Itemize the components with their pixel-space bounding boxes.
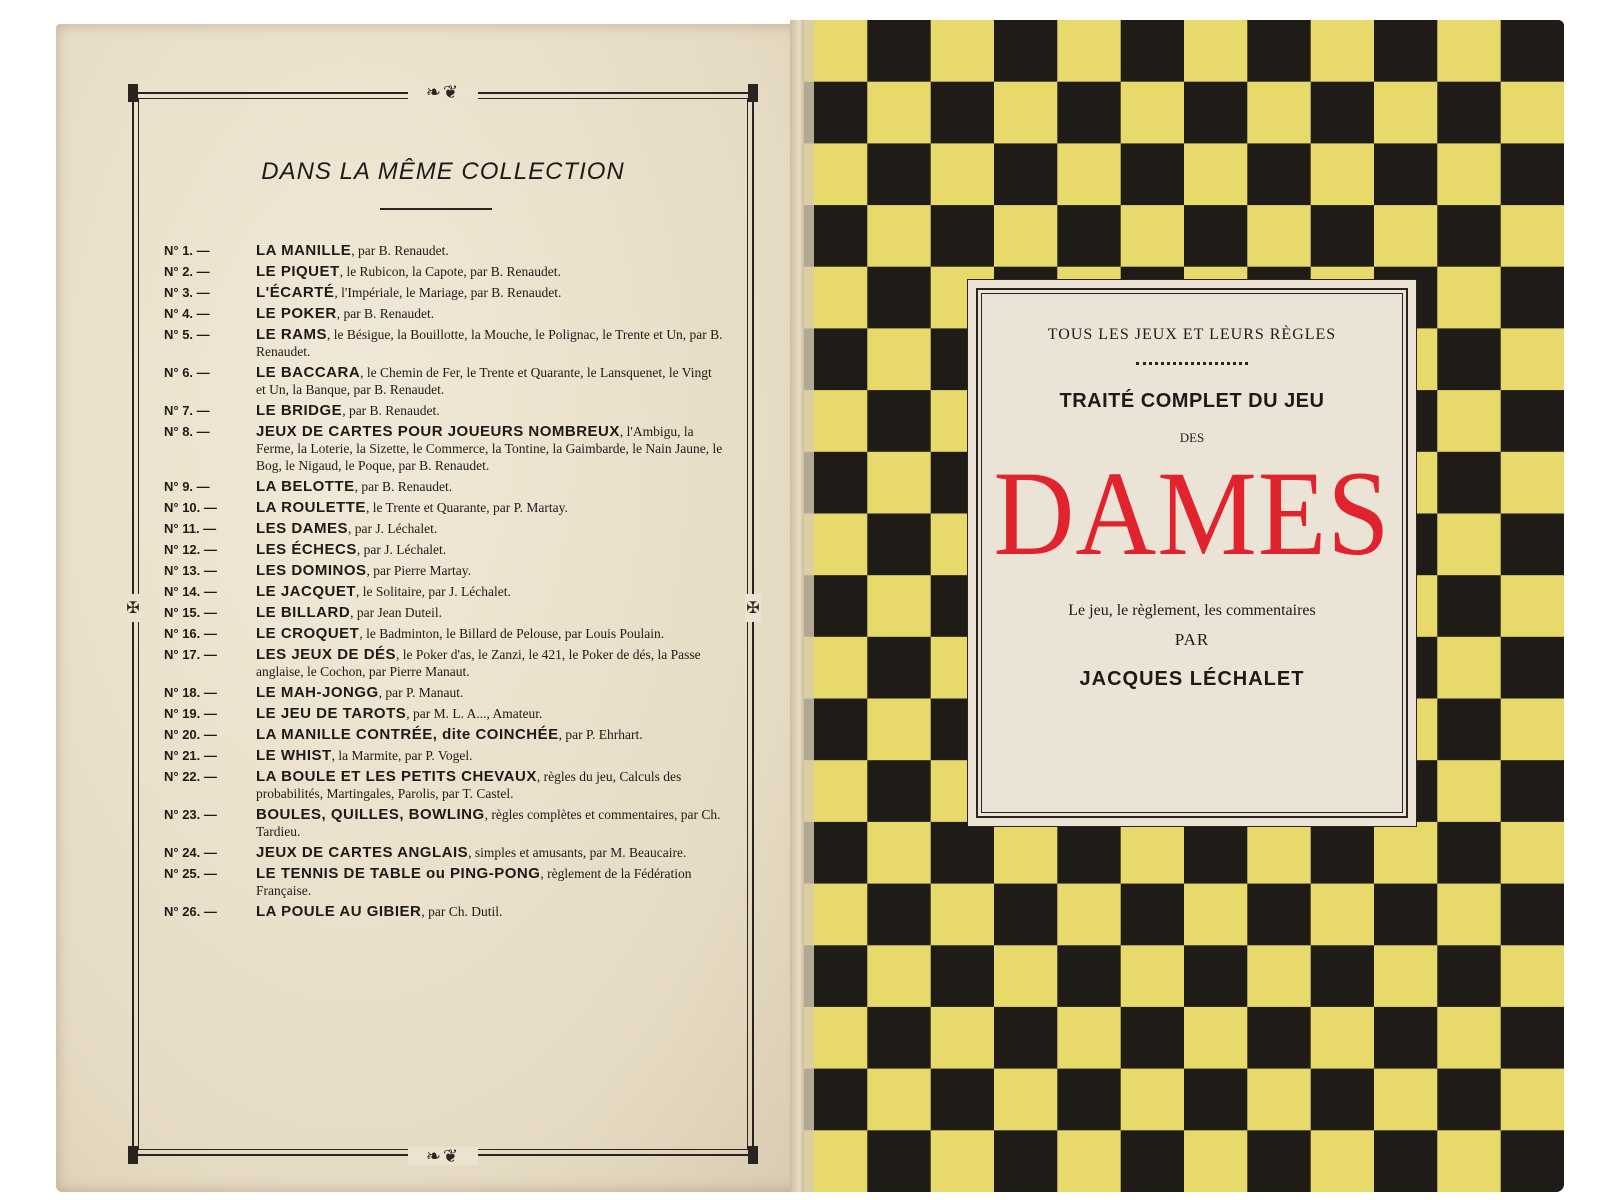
catalog-entry — [164, 705, 724, 722]
entry-title: LE JACQUET — [256, 583, 357, 600]
checker-square — [1437, 1007, 1501, 1069]
checker-square — [1437, 884, 1501, 946]
entry-text — [256, 263, 724, 280]
entry-description: , par P. Manaut. — [378, 685, 464, 700]
checker-square — [931, 20, 995, 82]
worn-spine-edge — [804, 20, 814, 1192]
checker-square — [1437, 575, 1501, 637]
checker-square — [1437, 328, 1501, 390]
checker-square — [1437, 514, 1501, 576]
entry-number: N° 19. — — [164, 706, 217, 721]
checker-square — [1501, 328, 1564, 390]
author-name: JACQUES LÉCHALET — [1079, 668, 1305, 690]
entry-text — [256, 684, 724, 701]
entry-title: L'ÉCARTÉ — [256, 284, 335, 301]
catalog-entry — [164, 865, 724, 899]
entry-description: , par B. Renaudet. — [354, 479, 453, 494]
checker-square — [1311, 20, 1375, 82]
entry-number: N° 17. — — [164, 647, 217, 662]
checker-square — [1374, 205, 1438, 267]
entry-text — [256, 646, 724, 680]
entry-number: N° 7. — — [164, 403, 210, 418]
checker-square — [1057, 945, 1121, 1007]
entry-number: N° 20. — — [164, 727, 217, 742]
entry-description: , la Marmite, par P. Vogel. — [331, 748, 473, 763]
catalog-entry — [164, 284, 724, 301]
checker-square — [867, 945, 931, 1007]
checker-square — [994, 884, 1058, 946]
entry-text — [256, 423, 724, 474]
entry-number: N° 1. — — [164, 243, 210, 258]
entry-number: N° 25. — — [164, 866, 217, 881]
checker-square — [1374, 945, 1438, 1007]
catalog-entry — [164, 604, 724, 621]
scroll-ornament-icon: ❧❦ — [408, 83, 478, 101]
checker-square — [1501, 884, 1564, 946]
entry-title: LE CROQUET — [256, 625, 360, 642]
catalog-entry — [164, 326, 724, 360]
book-main-title: DAMES — [993, 447, 1391, 581]
checker-square — [1374, 1069, 1438, 1131]
knot-ornament-icon: ✠ — [745, 594, 761, 622]
catalog-entry — [164, 478, 724, 495]
entry-description: , le Solitaire, par J. Léchalet. — [356, 584, 511, 599]
checker-square — [1057, 1007, 1121, 1069]
catalog-entry — [164, 726, 724, 743]
checker-square — [1184, 945, 1248, 1007]
entry-description: , l'Ambigu, la Ferme, la Loterie, la Sizette, le Commerce, la Tontine, la Gaimbarde, le Nain Jaune, le Bog, le Nigaud, le Poque, par B. Renaudet. — [256, 424, 723, 473]
checker-square — [1184, 82, 1248, 144]
catalog-entry — [164, 364, 724, 398]
entry-number: N° 15. — — [164, 605, 217, 620]
entry-title: LA BELOTTE — [256, 478, 355, 495]
front-cover-page — [804, 20, 1564, 1192]
entry-text — [256, 284, 724, 301]
checker-square — [994, 82, 1058, 144]
entry-description: , par B. Renaudet. — [336, 306, 435, 321]
catalog-entry — [164, 684, 724, 701]
checker-square — [1247, 945, 1311, 1007]
checker-square — [867, 514, 931, 576]
entry-title: BOULES, QUILLES, BOWLING — [256, 806, 485, 823]
entry-number: N° 11. — — [164, 521, 217, 536]
entry-description: , par P. Ehrhart. — [558, 727, 643, 742]
entry-text — [256, 625, 724, 642]
checker-square — [1501, 1069, 1564, 1131]
checker-square — [1247, 822, 1311, 884]
entry-text — [256, 499, 724, 516]
entry-description: , règles complètes et commentaires, par Ch. Tardieu. — [256, 807, 721, 839]
checker-square — [1184, 1007, 1248, 1069]
checker-square — [1501, 945, 1564, 1007]
checker-square — [1501, 143, 1564, 205]
checker-square — [1501, 1130, 1564, 1192]
entry-title: LES ÉCHECS — [256, 541, 357, 558]
entry-description: , le Rubicon, la Capote, par B. Renaudet. — [339, 264, 561, 279]
entry-text — [256, 747, 724, 764]
entry-title: LA BOULE ET LES PETITS CHEVAUX — [256, 768, 537, 785]
entry-description: , règlement de la Fédération Française. — [256, 866, 692, 898]
checker-square — [1184, 1130, 1248, 1192]
back-cover-page — [56, 24, 802, 1192]
series-name: TOUS LES JEUX ET LEURS RÈGLES — [1047, 326, 1337, 343]
checker-square — [1437, 82, 1501, 144]
entry-text — [256, 364, 724, 398]
checker-square — [1311, 82, 1375, 144]
entry-title: LA MANILLE — [256, 242, 352, 259]
entry-description: , par J. Léchalet. — [348, 521, 438, 536]
checker-square — [1247, 1130, 1311, 1192]
checker-square — [1184, 884, 1248, 946]
entry-description: , le Badminton, le Billard de Pelouse, par Louis Poulain. — [359, 626, 665, 641]
checker-square — [1501, 452, 1564, 514]
checker-square — [994, 1069, 1058, 1131]
checker-square — [1501, 1007, 1564, 1069]
catalog-entry — [164, 562, 724, 579]
entry-description: , le Trente et Quarante, par P. Martay. — [365, 500, 568, 515]
checker-square — [1057, 205, 1121, 267]
checker-square — [1437, 760, 1501, 822]
checker-square — [1121, 82, 1185, 144]
catalog-entry — [164, 844, 724, 861]
checker-square — [931, 1069, 995, 1131]
checker-square — [1121, 822, 1185, 884]
catalog-entry — [164, 646, 724, 680]
checker-square — [994, 20, 1058, 82]
checker-square — [1501, 514, 1564, 576]
checker-square — [867, 1007, 931, 1069]
checker-square — [867, 390, 931, 452]
entry-title: LE POKER — [256, 305, 337, 322]
checker-square — [994, 205, 1058, 267]
entry-description: , règles du jeu, Calculs des probabilités, Martingales, Parolis, par T. Castel. — [256, 769, 682, 801]
checker-square — [1374, 822, 1438, 884]
entry-title: LE JEU DE TAROTS — [256, 705, 407, 722]
checker-square — [1121, 20, 1185, 82]
checker-square — [1184, 143, 1248, 205]
entry-title: LA POULE AU GIBIER — [256, 903, 422, 920]
entry-description: , par Pierre Martay. — [366, 563, 471, 578]
checker-square — [1437, 822, 1501, 884]
entry-number: N° 2. — — [164, 264, 210, 279]
catalog-entry — [164, 305, 724, 322]
checker-square — [1057, 20, 1121, 82]
entry-description: , par Ch. Dutil. — [421, 904, 503, 919]
checker-square — [931, 143, 995, 205]
checker-square — [1374, 1130, 1438, 1192]
des-word: DES — [1179, 430, 1205, 445]
catalog-entry — [164, 583, 724, 600]
checker-square — [1121, 884, 1185, 946]
entry-description: , le Bésigue, la Bouillotte, la Mouche, le Polignac, le Trente et Un, par B. Renaudet. — [256, 327, 723, 359]
entry-number: N° 9. — — [164, 479, 210, 494]
checker-square — [1374, 884, 1438, 946]
checker-square — [1501, 82, 1564, 144]
checker-square — [1247, 143, 1311, 205]
checker-square — [994, 945, 1058, 1007]
title-label-panel — [968, 280, 1416, 826]
checker-square — [994, 1007, 1058, 1069]
checker-square — [1374, 1007, 1438, 1069]
entry-text — [256, 326, 724, 360]
checker-square — [931, 1007, 995, 1069]
entry-text — [256, 844, 724, 861]
checker-square — [867, 20, 931, 82]
checker-square — [1437, 20, 1501, 82]
checker-square — [867, 143, 931, 205]
catalog-entry — [164, 402, 724, 419]
checker-square — [867, 884, 931, 946]
entry-title: JEUX DE CARTES POUR JOUEURS NOMBREUX — [256, 423, 620, 440]
entry-description: , le Chemin de Fer, le Trente et Quarante, le Lansquenet, le Vingt et Un, la Banque, par B. Renaudet. — [256, 365, 712, 397]
checker-square — [1437, 143, 1501, 205]
entry-text — [256, 402, 724, 419]
collection-catalog-list — [164, 242, 724, 924]
checker-square — [1121, 945, 1185, 1007]
checker-square — [931, 884, 995, 946]
checker-square — [1247, 1069, 1311, 1131]
catalog-entry — [164, 423, 724, 474]
checker-square — [994, 143, 1058, 205]
checker-square — [867, 452, 931, 514]
checker-square — [1184, 1069, 1248, 1131]
entry-number: N° 4. — — [164, 306, 210, 321]
heading-divider — [380, 208, 492, 210]
checker-square — [1437, 945, 1501, 1007]
checker-square — [1501, 637, 1564, 699]
entry-text — [256, 520, 724, 537]
catalog-entry — [164, 499, 724, 516]
checker-square — [1057, 822, 1121, 884]
checker-square — [1374, 143, 1438, 205]
catalog-entry — [164, 263, 724, 280]
checker-square — [1247, 20, 1311, 82]
entry-number: N° 22. — — [164, 769, 217, 784]
checker-square — [867, 760, 931, 822]
checker-square — [1311, 1007, 1375, 1069]
checker-square — [1247, 82, 1311, 144]
entry-text — [256, 305, 724, 322]
checker-square — [1247, 884, 1311, 946]
entry-description: , par J. Léchalet. — [356, 542, 447, 557]
entry-text — [256, 903, 724, 920]
entry-description: , par B. Renaudet. — [351, 243, 449, 258]
entry-title: LES JEUX DE DÉS — [256, 646, 397, 663]
checker-square — [1311, 945, 1375, 1007]
checker-square — [931, 822, 995, 884]
checker-square — [867, 1130, 931, 1192]
catalog-entry — [164, 768, 724, 802]
checker-square — [867, 267, 931, 329]
checker-square — [1057, 1069, 1121, 1131]
collection-heading: DANS LA MÊME COLLECTION — [261, 158, 625, 185]
catalog-entry — [164, 541, 724, 558]
treatise-line: TRAITÉ COMPLET DU JEU — [1059, 390, 1325, 412]
entry-title: LE BACCARA — [256, 364, 361, 381]
entry-text — [256, 604, 724, 621]
checker-square — [1501, 822, 1564, 884]
checker-square — [867, 205, 931, 267]
checker-square — [1437, 205, 1501, 267]
entry-number: N° 24. — — [164, 845, 217, 860]
checker-square — [1437, 452, 1501, 514]
checker-square — [1501, 267, 1564, 329]
entry-description: , par Jean Duteil. — [350, 605, 443, 620]
entry-text — [256, 726, 724, 743]
checker-square — [867, 822, 931, 884]
entry-number: N° 16. — — [164, 626, 217, 641]
checker-square — [1121, 1007, 1185, 1069]
checker-square — [1374, 20, 1438, 82]
entry-text — [256, 865, 724, 899]
checker-square — [1121, 205, 1185, 267]
checker-square — [931, 945, 995, 1007]
decorative-frame — [126, 81, 760, 1166]
entry-number: N° 21. — — [164, 748, 217, 763]
checker-square — [1121, 143, 1185, 205]
entry-description: , par B. Renaudet. — [342, 403, 440, 418]
entry-text — [256, 478, 724, 495]
checker-square — [867, 1069, 931, 1131]
catalog-entry — [164, 625, 724, 642]
entry-text — [256, 242, 724, 259]
checker-square — [931, 205, 995, 267]
entry-text — [256, 541, 724, 558]
checker-square — [994, 822, 1058, 884]
entry-title: LE BRIDGE — [256, 402, 343, 419]
checker-square — [1501, 205, 1564, 267]
checker-square — [1311, 1069, 1375, 1131]
entry-title: JEUX DE CARTES ANGLAIS — [256, 844, 469, 861]
checker-square — [867, 82, 931, 144]
entry-title: LE WHIST — [256, 747, 332, 764]
checker-square — [867, 637, 931, 699]
entry-number: N° 14. — — [164, 584, 217, 599]
checker-square — [1437, 699, 1501, 761]
checker-square — [1501, 20, 1564, 82]
entry-text — [256, 583, 724, 600]
checker-square — [1121, 1130, 1185, 1192]
entry-number: N° 5. — — [164, 327, 210, 342]
checker-square — [1501, 760, 1564, 822]
entry-number: N° 8. — — [164, 424, 210, 439]
checker-square — [867, 699, 931, 761]
checker-square — [1311, 205, 1375, 267]
entry-number: N° 3. — — [164, 285, 210, 300]
entry-title: LE MAH-JONGG — [256, 684, 379, 701]
entry-title: LE BILLARD — [256, 604, 351, 621]
checker-square — [931, 82, 995, 144]
checker-square — [1184, 20, 1248, 82]
entry-number: N° 18. — — [164, 685, 217, 700]
entry-title: LA ROULETTE — [256, 499, 366, 516]
checker-square — [1501, 390, 1564, 452]
checker-square — [1247, 205, 1311, 267]
scroll-ornament-icon: ❧❦ — [408, 1147, 478, 1165]
entry-title: LES DOMINOS — [256, 562, 367, 579]
checker-square — [1121, 1069, 1185, 1131]
dotted-divider — [1136, 362, 1248, 365]
knot-ornament-icon: ✠ — [125, 594, 141, 622]
checker-square — [1184, 822, 1248, 884]
checker-square — [1057, 82, 1121, 144]
checker-square — [1311, 884, 1375, 946]
by-word: PAR — [1174, 630, 1210, 649]
checker-square — [994, 1130, 1058, 1192]
entry-text — [256, 768, 724, 802]
checker-square — [867, 328, 931, 390]
entry-title: LES DAMES — [256, 520, 349, 537]
catalog-entry — [164, 520, 724, 537]
entry-description: , le Poker d'as, le Zanzi, le 421, le Poker de dés, la Passe anglaise, le Cochon, par Pierre Manaut. — [256, 647, 701, 679]
checker-square — [931, 1130, 995, 1192]
catalog-entry — [164, 242, 724, 259]
catalog-entry — [164, 806, 724, 840]
checker-square — [1311, 822, 1375, 884]
entry-title: LE TENNIS DE TABLE ou PING-PONG — [256, 865, 541, 882]
checker-square — [1057, 143, 1121, 205]
checker-square — [1437, 1130, 1501, 1192]
entry-number: N° 23. — — [164, 807, 217, 822]
checker-square — [1437, 1069, 1501, 1131]
entry-number: N° 6. — — [164, 365, 210, 380]
checker-square — [1057, 1130, 1121, 1192]
checker-square — [1374, 82, 1438, 144]
checker-square — [1247, 1007, 1311, 1069]
entry-number: N° 10. — — [164, 500, 217, 515]
checker-square — [1437, 637, 1501, 699]
entry-text — [256, 705, 724, 722]
checker-square — [1311, 143, 1375, 205]
catalog-entry — [164, 903, 724, 920]
checker-square — [867, 575, 931, 637]
checker-square — [1437, 267, 1501, 329]
entry-title: LA MANILLE CONTRÉE, dite COINCHÉE — [256, 726, 559, 743]
entry-number: N° 13. — — [164, 563, 217, 578]
entry-text — [256, 806, 724, 840]
entry-description: , l'Impériale, le Mariage, par B. Renaudet. — [334, 285, 562, 300]
entry-number: N° 26. — — [164, 904, 217, 919]
checker-square — [1184, 205, 1248, 267]
book-subtitle: Le jeu, le règlement, les commentaires — [1068, 602, 1316, 619]
checker-square — [1437, 390, 1501, 452]
entry-description: , simples et amusants, par M. Beaucaire. — [468, 845, 687, 860]
entry-text — [256, 562, 724, 579]
catalog-entry — [164, 747, 724, 764]
checker-square — [1311, 1130, 1375, 1192]
checker-square — [1501, 699, 1564, 761]
entry-title: LE RAMS — [256, 326, 327, 343]
entry-number: N° 12. — — [164, 542, 217, 557]
entry-description: , par M. L. A..., Amateur. — [406, 706, 543, 721]
checker-square — [1057, 884, 1121, 946]
entry-title: LE PIQUET — [256, 263, 340, 280]
checker-square — [1501, 575, 1564, 637]
